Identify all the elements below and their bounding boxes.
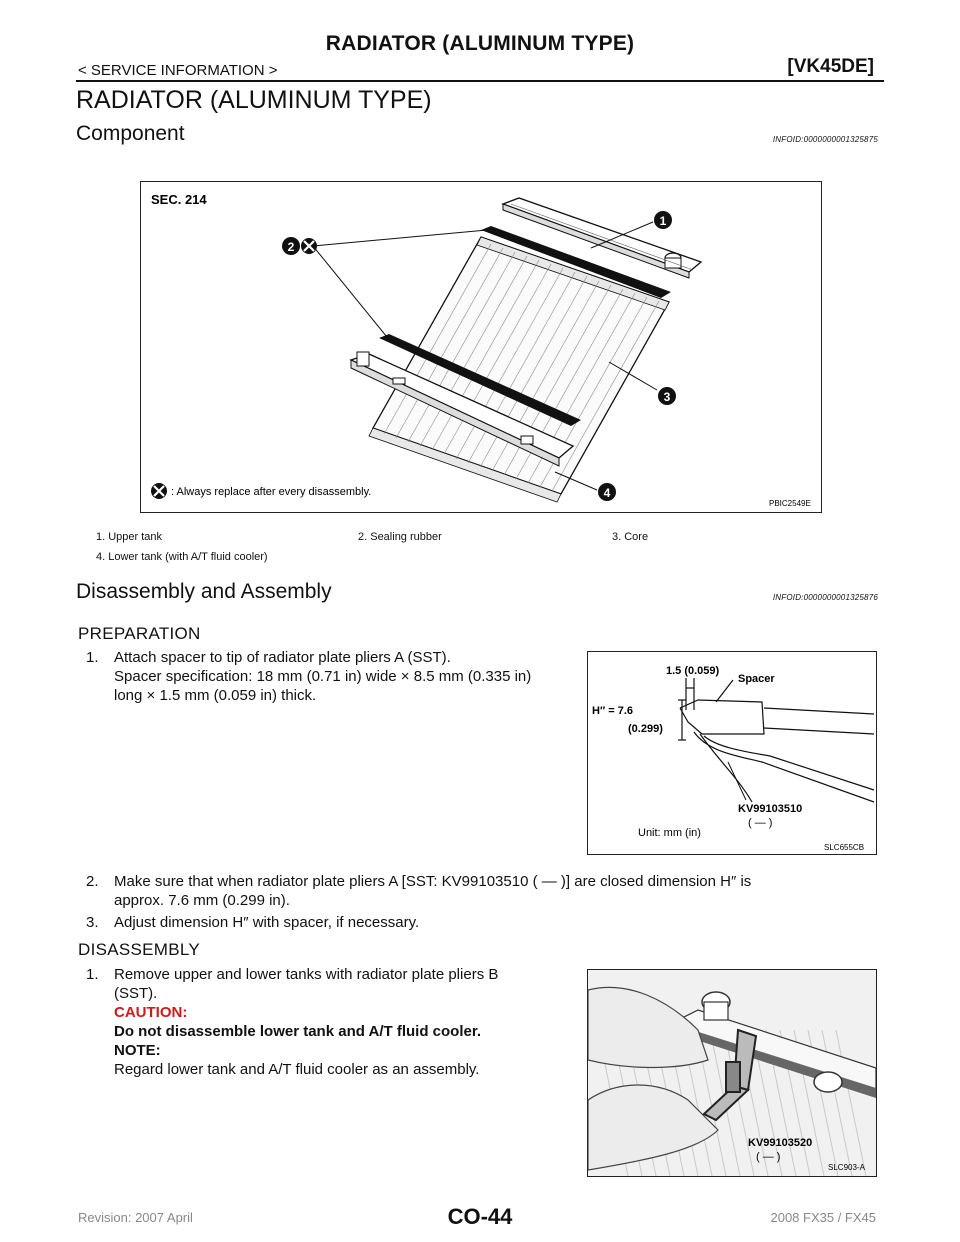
spacer-label: Spacer bbox=[738, 673, 775, 685]
disassembly-step1-line1: Remove upper and lower tanks with radiator plate pliers B bbox=[114, 966, 499, 983]
hand-upper bbox=[588, 987, 708, 1067]
pliers-spacer-figure bbox=[587, 651, 877, 855]
prep-step1-num: 1. bbox=[86, 649, 99, 666]
dim-top: 1.5 (0.059) bbox=[666, 665, 720, 677]
h-dimension-inch: (0.299) bbox=[628, 723, 663, 735]
svg-text:1: 1 bbox=[659, 214, 667, 228]
replace-note: : Always replace after every disassembly. bbox=[171, 486, 372, 498]
replace-symbol-icon bbox=[301, 238, 317, 254]
legend-item-1: 1. Upper tank bbox=[96, 531, 163, 543]
prep-step1-line2: Spacer specification: 18 mm (0.71 in) wide × 8.5 mm (0.335 in) bbox=[114, 668, 532, 685]
caution-label: CAUTION: bbox=[114, 1004, 188, 1021]
tank-removal-illustration bbox=[588, 970, 876, 1176]
figure-code: SLC655CB bbox=[824, 843, 865, 852]
component-figure bbox=[140, 181, 822, 513]
replace-note-icon bbox=[151, 483, 167, 499]
callout-1 bbox=[654, 211, 672, 229]
header-title: RADIATOR (ALUMINUM TYPE) bbox=[325, 32, 635, 55]
sec-label: SEC. 214 bbox=[151, 192, 207, 207]
prep-step3-num: 3. bbox=[86, 914, 99, 931]
disassembly-heading: DISASSEMBLY bbox=[78, 940, 201, 959]
header-engine: [VK45DE] bbox=[787, 56, 874, 77]
page-number: CO-44 bbox=[447, 1204, 513, 1229]
disassembly-step1-line2: (SST). bbox=[114, 985, 158, 1002]
radiator-exploded-illustration bbox=[141, 182, 821, 512]
component-infoid: INFOID:0000000001325875 bbox=[772, 135, 878, 144]
hand-lower bbox=[588, 1085, 718, 1170]
tank-removal-figure bbox=[587, 969, 877, 1177]
header-rule bbox=[76, 80, 884, 82]
pliers-spacer-illustration bbox=[588, 652, 876, 854]
note-label: NOTE: bbox=[114, 1042, 161, 1059]
disassembly-assembly-infoid: INFOID:0000000001325876 bbox=[772, 593, 878, 602]
svg-text:2: 2 bbox=[287, 240, 295, 254]
prep-step1-line1: Attach spacer to tip of radiator plate pliers A (SST). bbox=[114, 649, 451, 666]
pliers-drawing bbox=[678, 678, 874, 802]
callout-3 bbox=[658, 387, 676, 405]
disassembly-step1-num: 1. bbox=[86, 966, 99, 983]
caution-text: Do not disassemble lower tank and A/T fluid cooler. bbox=[114, 1023, 482, 1040]
pliers-b-tool-number: KV99103520 bbox=[748, 1137, 813, 1149]
note-text: Regard lower tank and A/T fluid cooler as an assembly. bbox=[114, 1061, 480, 1078]
pliers-b-tool-sub: ( — ) bbox=[756, 1151, 781, 1163]
preparation-heading: PREPARATION bbox=[78, 624, 201, 643]
legend-item-4: 4. Lower tank (with A/T fluid cooler) bbox=[96, 551, 268, 563]
prep-step2-line2: approx. 7.6 mm (0.299 in). bbox=[114, 892, 290, 909]
legend-item-2: 2. Sealing rubber bbox=[358, 531, 442, 543]
header-section: < SERVICE INFORMATION > bbox=[78, 62, 278, 79]
footer-revision: Revision: 2007 April bbox=[78, 1210, 193, 1225]
prep-step2-num: 2. bbox=[86, 873, 99, 890]
h-dimension: H″ = 7.6 bbox=[592, 705, 634, 717]
unit-label: Unit: mm (in) bbox=[638, 827, 701, 839]
pliers-tool-sub: ( — ) bbox=[748, 817, 773, 829]
callout-2 bbox=[282, 237, 300, 255]
footer-model: 2008 FX35 / FX45 bbox=[770, 1210, 876, 1225]
prep-step1-line3: long × 1.5 mm (0.059 in) thick. bbox=[114, 687, 317, 704]
hose-inlet bbox=[814, 1072, 842, 1092]
legend-item-3: 3. Core bbox=[612, 531, 649, 543]
callout-4 bbox=[598, 483, 616, 501]
page-title: RADIATOR (ALUMINUM TYPE) bbox=[76, 86, 432, 114]
pliers-tool-number: KV99103510 bbox=[738, 803, 803, 815]
disassembly-assembly-heading: Disassembly and Assembly bbox=[76, 580, 332, 603]
svg-text:4: 4 bbox=[603, 486, 611, 500]
figure-code: SLC903-A bbox=[828, 1163, 865, 1172]
svg-text:3: 3 bbox=[663, 390, 671, 404]
prep-step2-line1: Make sure that when radiator plate pliers A [SST: KV99103510 ( — )] are closed dimension H″ is bbox=[114, 873, 752, 890]
component-heading: Component bbox=[76, 122, 185, 145]
prep-step3-text: Adjust dimension H″ with spacer, if necessary. bbox=[114, 914, 420, 931]
figure-code: PBIC2549E bbox=[769, 499, 811, 508]
